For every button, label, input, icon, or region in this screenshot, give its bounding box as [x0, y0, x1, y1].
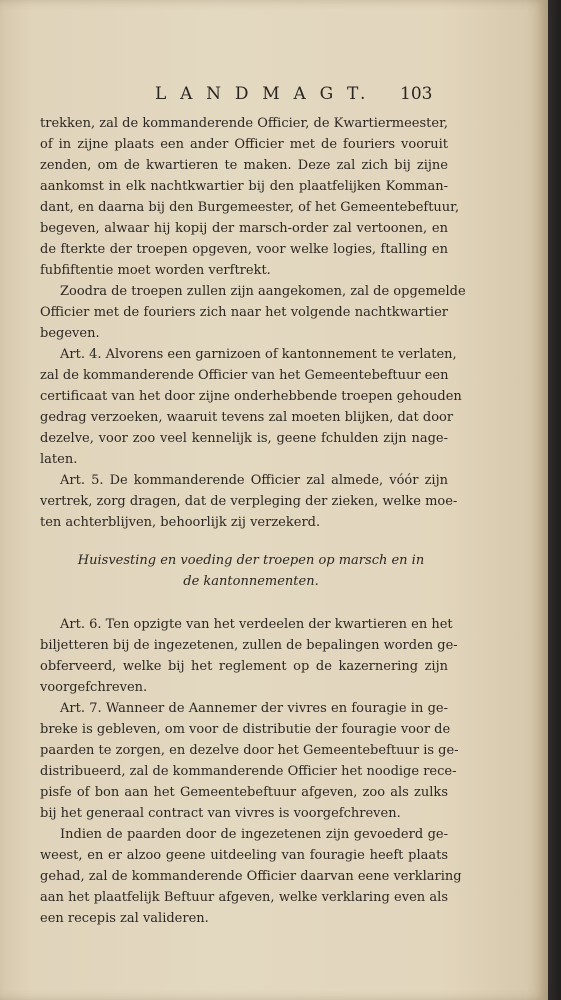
text-line: begeven.	[40, 326, 100, 341]
text-line: een recepis zal valideren.	[40, 911, 209, 926]
text-line: Art. 6. Ten opzigte van het verdeelen der kwartieren en het	[60, 617, 453, 632]
page-number: 103	[400, 84, 433, 104]
page-edge-shadow	[548, 0, 561, 1000]
text-line: dant, en daarna bij den Burgemeester, of het Gemeentebeftuur,	[40, 200, 460, 215]
text-line: Zoodra de troepen zullen zijn aangekomen, zal de opgemelde	[60, 284, 466, 299]
text-line: distribueerd, zal de kommanderende Officier het noodige rece-	[40, 764, 457, 779]
text-line: breke is gebleven, om voor de distributie der fouragie voor de	[40, 722, 451, 737]
section-heading: Huisvesting en voeding der troepen op marsch en in	[77, 553, 425, 568]
text-line: pisfe of bon aan het Gemeentebeftuur afgeven, zoo als zulks	[40, 785, 448, 800]
running-title: L A N D M A G T.	[155, 84, 370, 104]
text-line: Indien de paarden door de ingezetenen zijn gevoederd ge-	[60, 827, 448, 842]
text-line: aan het plaatfelijk Beftuur afgeven, welke verklaring even als	[40, 890, 448, 905]
text-line: begeven, alwaar hij kopij der marsch-order zal vertoonen, en	[40, 221, 448, 236]
text-line: Art. 7. Wanneer de Aannemer der vivres en fouragie in ge-	[60, 701, 448, 716]
text-line: gehad, zal de kommanderende Officier daarvan eene verklaring	[40, 869, 462, 884]
text-line: bij het generaal contract van vivres is voorgefchreven.	[40, 806, 401, 821]
text-line: Art. 5. De kommanderende Officier zal almede, vóór zijn	[60, 473, 448, 488]
text-line: zenden, om de kwartieren te maken. Deze zal zich bij zijne	[40, 158, 448, 173]
text-line: certificaat van het door zijne onderhebbende troepen gehouden	[40, 389, 462, 404]
text-line: dezelve, voor zoo veel kennelijk is, geene fchulden zijn nage-	[40, 431, 448, 446]
text-line: Officier met de fouriers zich naar het volgende nachtkwartier	[40, 305, 448, 320]
text-line: gedrag verzoeken, waaruit tevens zal moeten blijken, dat door	[40, 410, 454, 425]
text-line: obferveerd, welke bij het reglement op de kazernering zijn	[40, 659, 448, 674]
body-text	[40, 113, 466, 929]
text-line: biljetteren bij de ingezetenen, zullen de bepalingen worden ge-	[40, 638, 458, 653]
section-heading: de kantonnementen.	[183, 574, 319, 589]
text-line: weest, en er alzoo geene uitdeeling van fouragie heeft plaats	[40, 848, 448, 863]
text-line: aankomst in elk nachtkwartier bij den plaatfelijken Komman-	[40, 179, 448, 194]
text-line: trekken, zal de kommanderende Officier, de Kwartiermeester,	[40, 116, 448, 131]
text-line: de fterkte der troepen opgeven, voor welke logies, ftalling en	[40, 242, 448, 257]
text-line: laten.	[40, 452, 78, 467]
text-line: vertrek, zorg dragen, dat de verpleging der zieken, welke moe-	[40, 494, 458, 509]
text-line: zal de kommanderende Officier van het Gemeentebeftuur een	[40, 368, 449, 383]
text-line: voorgefchreven.	[40, 680, 148, 695]
text-line: ten achterblijven, behoorlijk zij verzekerd.	[40, 515, 321, 530]
text-line: fubfiftentie moet worden verftrekt.	[40, 263, 271, 278]
text-line: of in zijne plaats een ander Officier met de fouriers vooruit	[40, 137, 448, 152]
text-line: Art. 4. Alvorens een garnizoen of kantonnement te verlaten,	[60, 347, 457, 362]
running-head	[0, 84, 548, 108]
text-line: paarden te zorgen, en dezelve door het Gemeentebeftuur is ge-	[40, 743, 459, 758]
